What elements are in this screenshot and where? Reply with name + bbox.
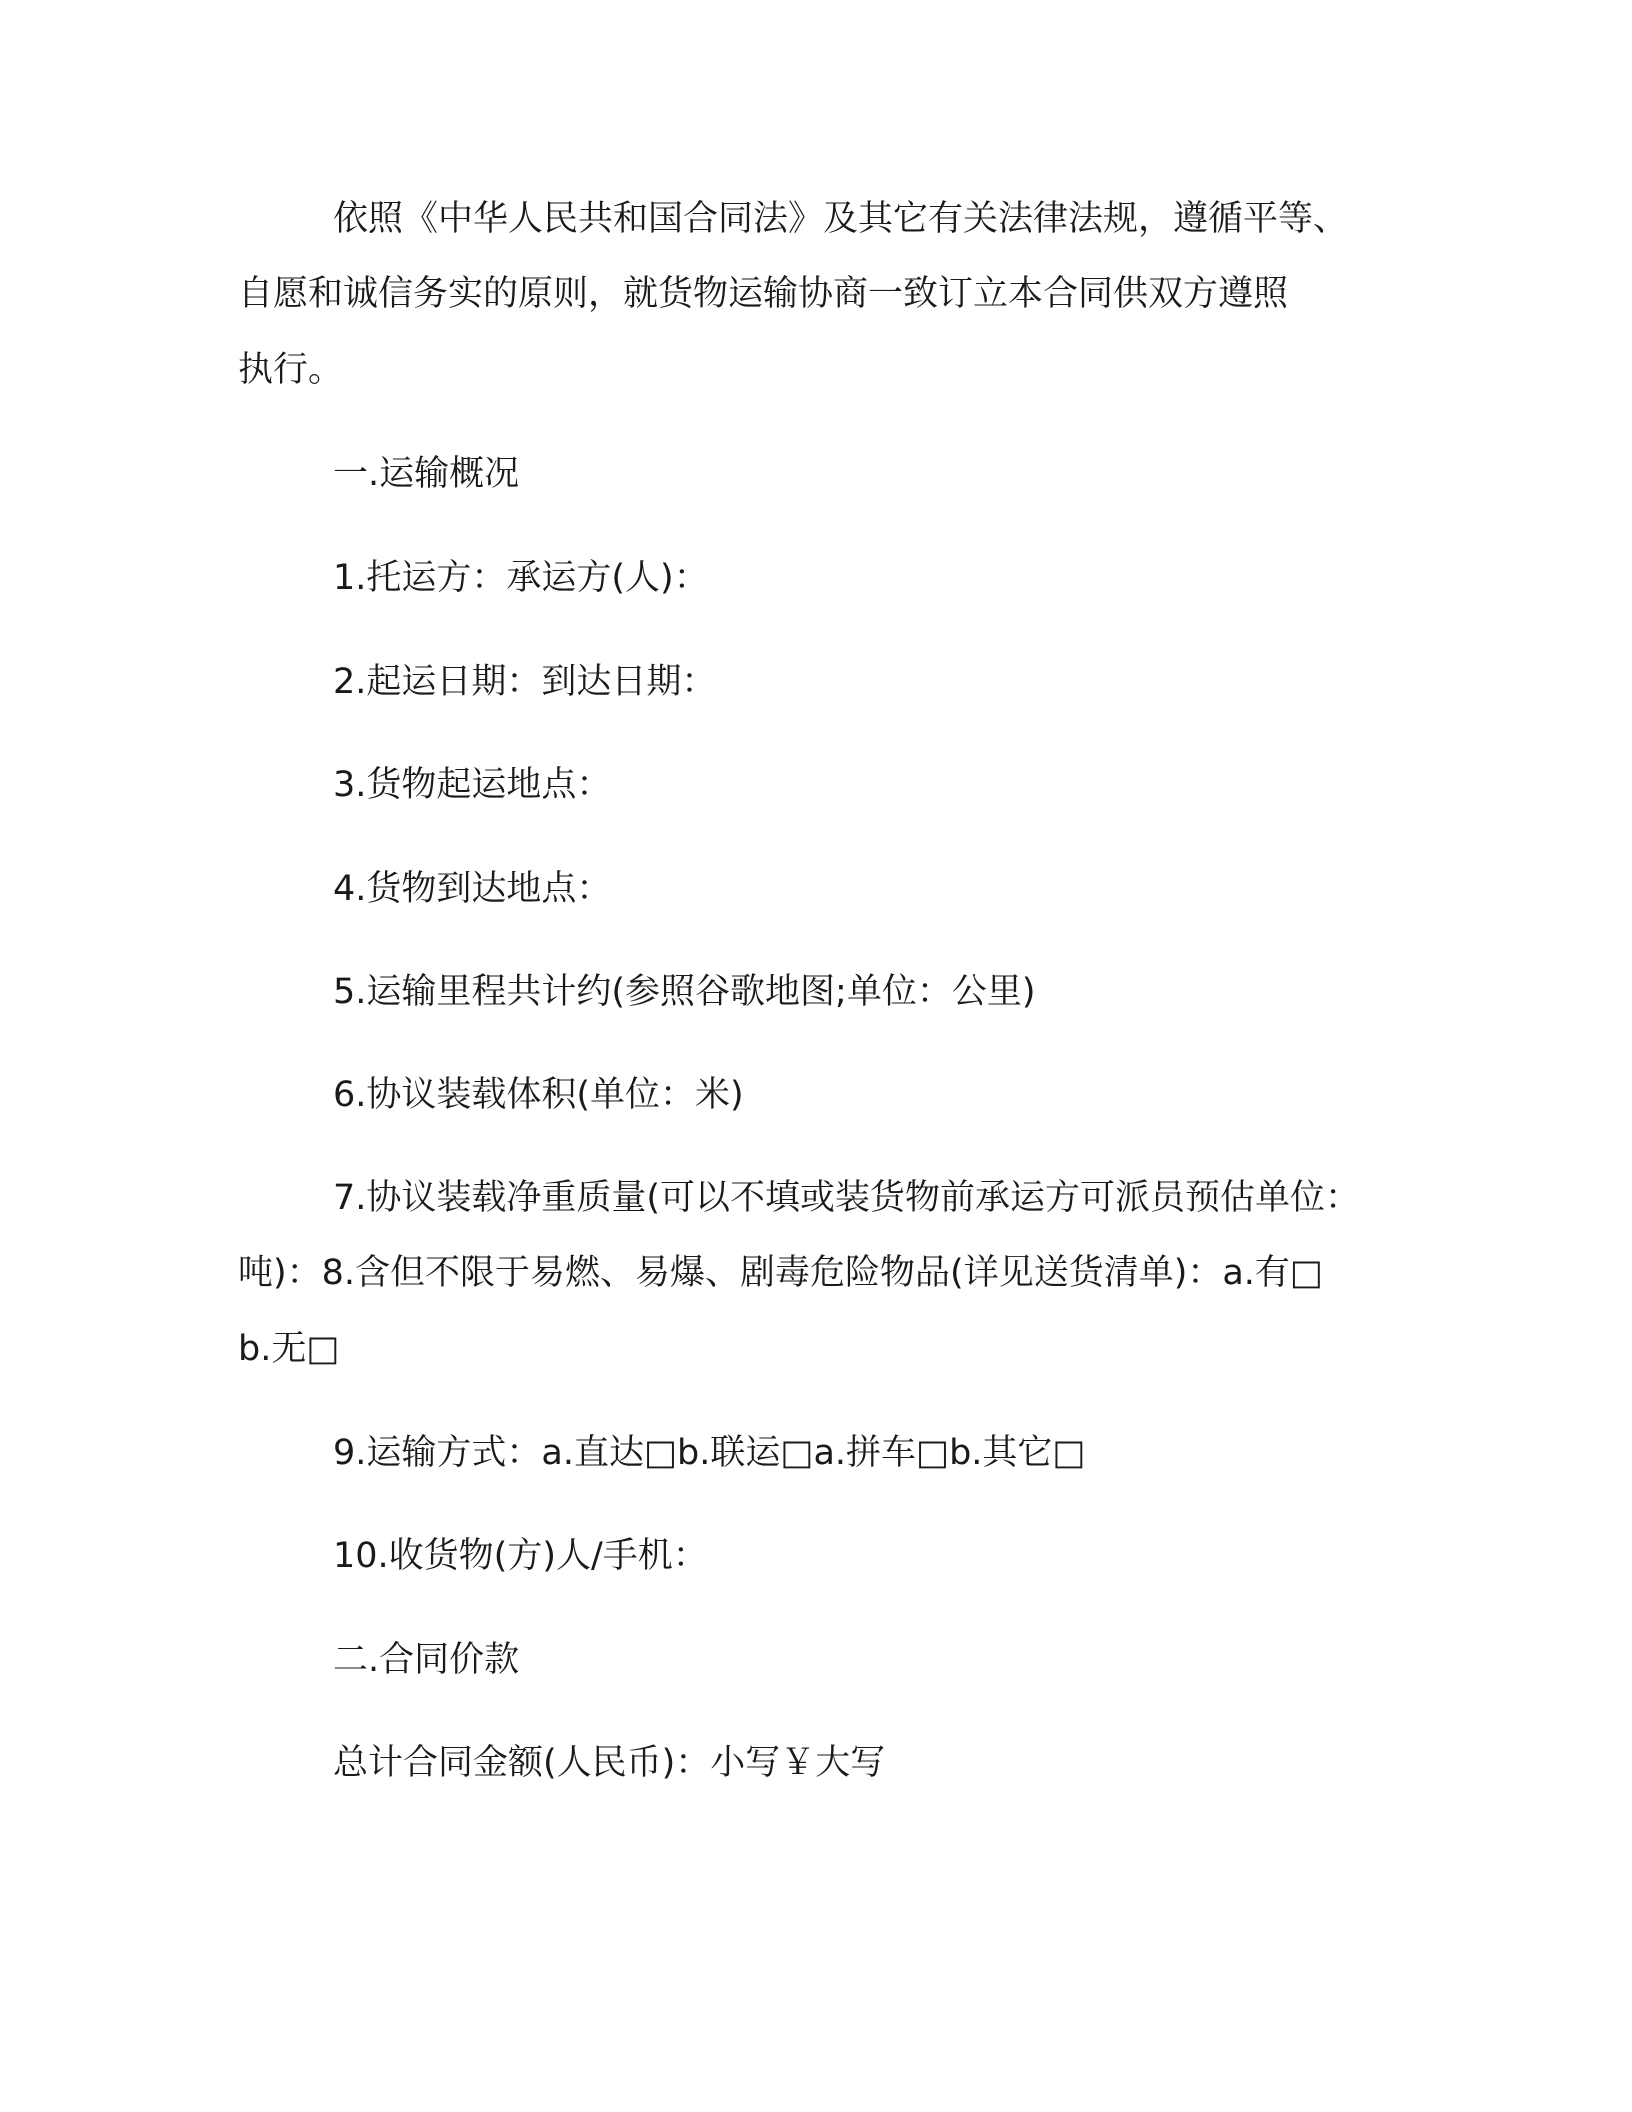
item-6-volume: 6.协议装载体积(单位：米) bbox=[333, 1075, 744, 1115]
item-4-destination: 4.货物到达地点： bbox=[333, 869, 612, 909]
item-10-consignee: 10.收货物(方)人/手机： bbox=[333, 1536, 708, 1576]
item-7-weight-line-1: 7.协议装载净重质量(可以不填或装货物前承运方可派员预估单位： bbox=[333, 1178, 1361, 1218]
contract-total-amount: 总计合同金额(人民币)：小写￥大写 bbox=[333, 1743, 886, 1783]
section-2-heading: 二.合同价款 bbox=[333, 1640, 520, 1680]
item-7-weight-line-2: 吨)：8.含但不限于易燃、易爆、剧毒危险物品(详见送货清单)：a.有□ bbox=[238, 1253, 1324, 1293]
item-7-weight-line-3: b.无□ bbox=[238, 1329, 340, 1369]
intro-line-3: 执行。 bbox=[238, 350, 344, 390]
item-5-mileage: 5.运输里程共计约(参照谷歌地图;单位：公里) bbox=[333, 972, 1036, 1012]
item-9-transport-mode: 9.运输方式：a.直达□b.联运□a.拼车□b.其它□ bbox=[333, 1433, 1086, 1473]
item-1-shipper-carrier: 1.托运方：承运方(人)： bbox=[333, 558, 709, 598]
item-3-origin: 3.货物起运地点： bbox=[333, 765, 612, 805]
item-2-dates: 2.起运日期：到达日期： bbox=[333, 662, 717, 702]
intro-line-2: 自愿和诚信务实的原则，就货物运输协商一致订立本合同供双方遵照 bbox=[238, 274, 1289, 314]
intro-line-1: 依照《中华人民共和国合同法》及其它有关法律法规，遵循平等、 bbox=[333, 199, 1349, 239]
section-1-heading: 一.运输概况 bbox=[333, 454, 520, 494]
